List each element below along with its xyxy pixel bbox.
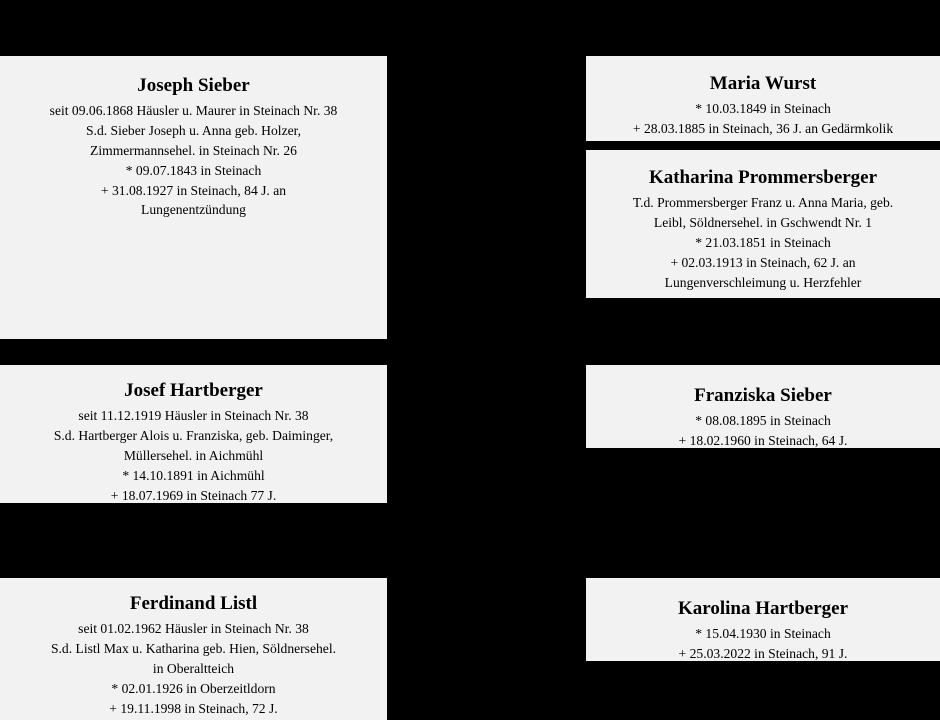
person-detail-line: S.d. Listl Max u. Katharina geb. Hien, Söldnersehel.	[50, 640, 337, 656]
person-detail-line: + 28.03.1885 in Steinach, 36 J. an Gedärmkolik	[632, 120, 894, 136]
person-detail-line: Leibl, Söldnersehel. in Gschwendt Nr. 1	[653, 214, 873, 230]
person-detail-line: * 10.03.1849 in Steinach	[695, 100, 831, 116]
person-card-franziska-sieber	[586, 365, 940, 448]
person-detail-line: S.d. Sieber Joseph u. Anna geb. Holzer,	[85, 122, 302, 138]
person-detail-line: + 31.08.1927 in Steinach, 84 J. an	[100, 182, 287, 198]
person-detail-line: * 02.01.1926 in Oberzeitldorn	[111, 680, 276, 696]
person-detail-line: * 14.10.1891 in Aichmühl	[122, 467, 265, 483]
person-detail-line: T.d. Prommersberger Franz u. Anna Maria, geb.	[632, 194, 894, 210]
person-name: Katharina Prommersberger	[648, 167, 878, 188]
person-detail-line: in Oberaltteich	[152, 660, 235, 676]
person-name: Josef Hartberger	[124, 380, 263, 401]
person-detail-line: Müllersehel. in Aichmühl	[123, 447, 264, 463]
person-detail-line: * 21.03.1851 in Steinach	[695, 234, 831, 250]
person-detail-line: seit 11.12.1919 Häusler in Steinach Nr. 38	[78, 407, 309, 423]
person-name: Karolina Hartberger	[677, 598, 849, 619]
person-card-katharina-prommersberger	[586, 150, 940, 298]
person-detail-line: + 25.03.2022 in Steinach, 91 J.	[678, 645, 848, 661]
person-card-maria-wurst	[586, 56, 940, 141]
person-detail-line: * 09.07.1843 in Steinach	[125, 162, 262, 178]
person-detail-line: Zimmermannsehel. in Steinach Nr. 26	[90, 142, 297, 158]
person-detail-line: * 08.08.1895 in Steinach	[695, 412, 831, 428]
person-detail-line: Lungenentzündung	[141, 202, 246, 218]
person-detail-line: S.d. Hartberger Alois u. Franziska, geb. Daiminger,	[53, 427, 334, 443]
person-name: Maria Wurst	[709, 73, 817, 94]
person-detail-line: + 19.11.1998 in Steinach, 72 J.	[109, 700, 278, 716]
person-card-ferdinand-listl	[0, 578, 387, 720]
person-detail-line: * 15.04.1930 in Steinach	[695, 625, 831, 641]
person-detail-line: seit 01.02.1962 Häusler in Steinach Nr. 38	[78, 620, 309, 636]
person-detail-line: + 18.02.1960 in Steinach, 64 J.	[678, 432, 848, 448]
person-name: Franziska Sieber	[694, 385, 832, 406]
person-card-karolina-hartberger	[586, 578, 940, 661]
person-card-joseph-sieber	[0, 56, 387, 339]
person-name: Ferdinand Listl	[129, 593, 258, 614]
person-detail-line: Lungenverschleimung u. Herzfehler	[664, 274, 862, 290]
person-name: Joseph Sieber	[137, 75, 250, 96]
person-detail-line: + 02.03.1913 in Steinach, 62 J. an	[670, 254, 856, 270]
person-detail-line: seit 09.06.1868 Häusler u. Maurer in Steinach Nr. 38	[49, 102, 338, 118]
person-card-josef-hartberger	[0, 365, 387, 503]
person-detail-line: + 18.07.1969 in Steinach 77 J.	[110, 487, 277, 503]
